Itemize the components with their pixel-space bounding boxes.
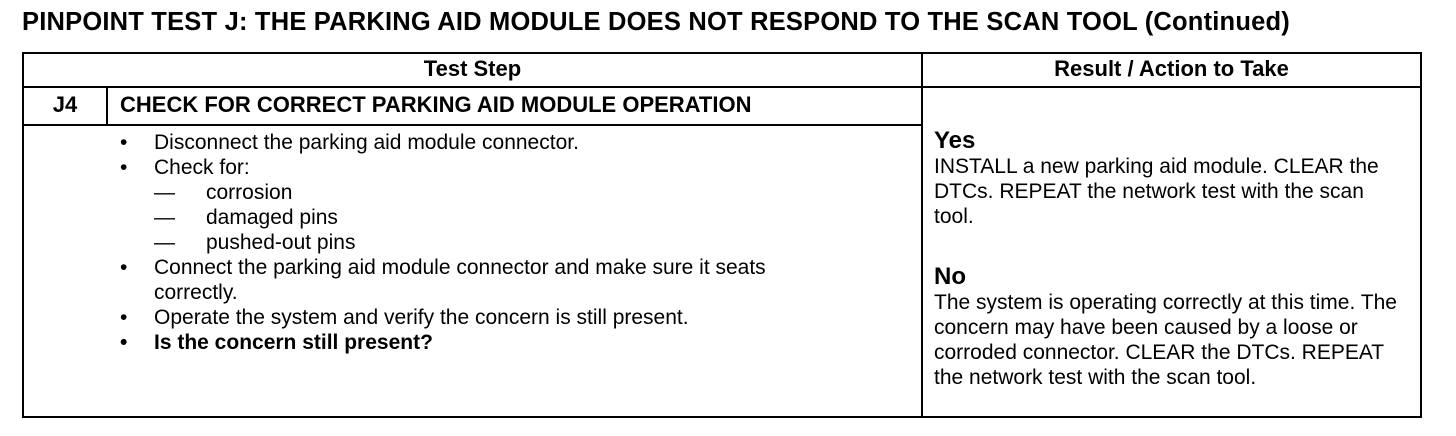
pinpoint-test-table	[22, 52, 1422, 418]
list-item	[116, 155, 854, 255]
check-item	[154, 230, 854, 255]
check-item	[154, 180, 854, 205]
instruction-text: Connect the parking aid module connector and make sure it seats correctly.	[154, 256, 766, 304]
dash-icon: —	[154, 231, 175, 254]
bullet-icon: •	[120, 156, 128, 179]
instruction-text: Disconnect the parking aid module connector.	[154, 131, 579, 154]
list-item	[116, 255, 854, 305]
bullet-icon: •	[120, 131, 128, 154]
list-item	[116, 330, 854, 355]
list-item	[116, 130, 854, 155]
step-instructions	[116, 130, 854, 355]
question-text: Is the concern still present?	[154, 331, 433, 354]
step-title: CHECK FOR CORRECT PARKING AID MODULE OPERATION	[120, 92, 752, 117]
check-item-text: corrosion	[206, 181, 293, 204]
instruction-text: Operate the system and verify the concern is still present.	[154, 306, 689, 329]
instruction-text: Check for:	[154, 156, 250, 179]
bullet-icon: •	[120, 256, 128, 279]
result-no	[934, 264, 1420, 390]
page-title: PINPOINT TEST J: THE PARKING AID MODULE DOES NOT RESPOND TO THE SCAN TOOL (Continued)	[22, 8, 1290, 36]
step-id: J4	[52, 92, 78, 117]
step-title-divider	[24, 124, 921, 126]
dash-icon: —	[154, 206, 175, 229]
check-item-text: pushed-out pins	[206, 231, 356, 254]
id-column-divider	[106, 88, 108, 126]
result-yes-text: INSTALL a new parking aid module. CLEAR the DTCs. REPEAT the network test with the scan tool.	[934, 155, 1379, 228]
result-header: Result / Action to Take	[1054, 56, 1289, 81]
check-item	[154, 205, 854, 230]
result-column-divider	[921, 54, 923, 416]
bullet-icon: •	[120, 331, 128, 354]
check-items	[154, 180, 854, 255]
header-divider	[24, 86, 1420, 88]
bullet-icon: •	[120, 306, 128, 329]
test-step-header: Test Step	[423, 56, 522, 81]
result-yes	[934, 128, 1420, 229]
dash-icon: —	[154, 181, 175, 204]
result-no-text: The system is operating correctly at this time. The concern may have been caused by a loose or corroded connector. CLEAR the DTCs. REPEAT the network test with the scan tool.	[934, 291, 1397, 389]
result-yes-label: Yes	[934, 127, 976, 154]
result-no-label: No	[934, 263, 966, 290]
list-item	[116, 305, 854, 330]
check-item-text: damaged pins	[206, 206, 338, 229]
